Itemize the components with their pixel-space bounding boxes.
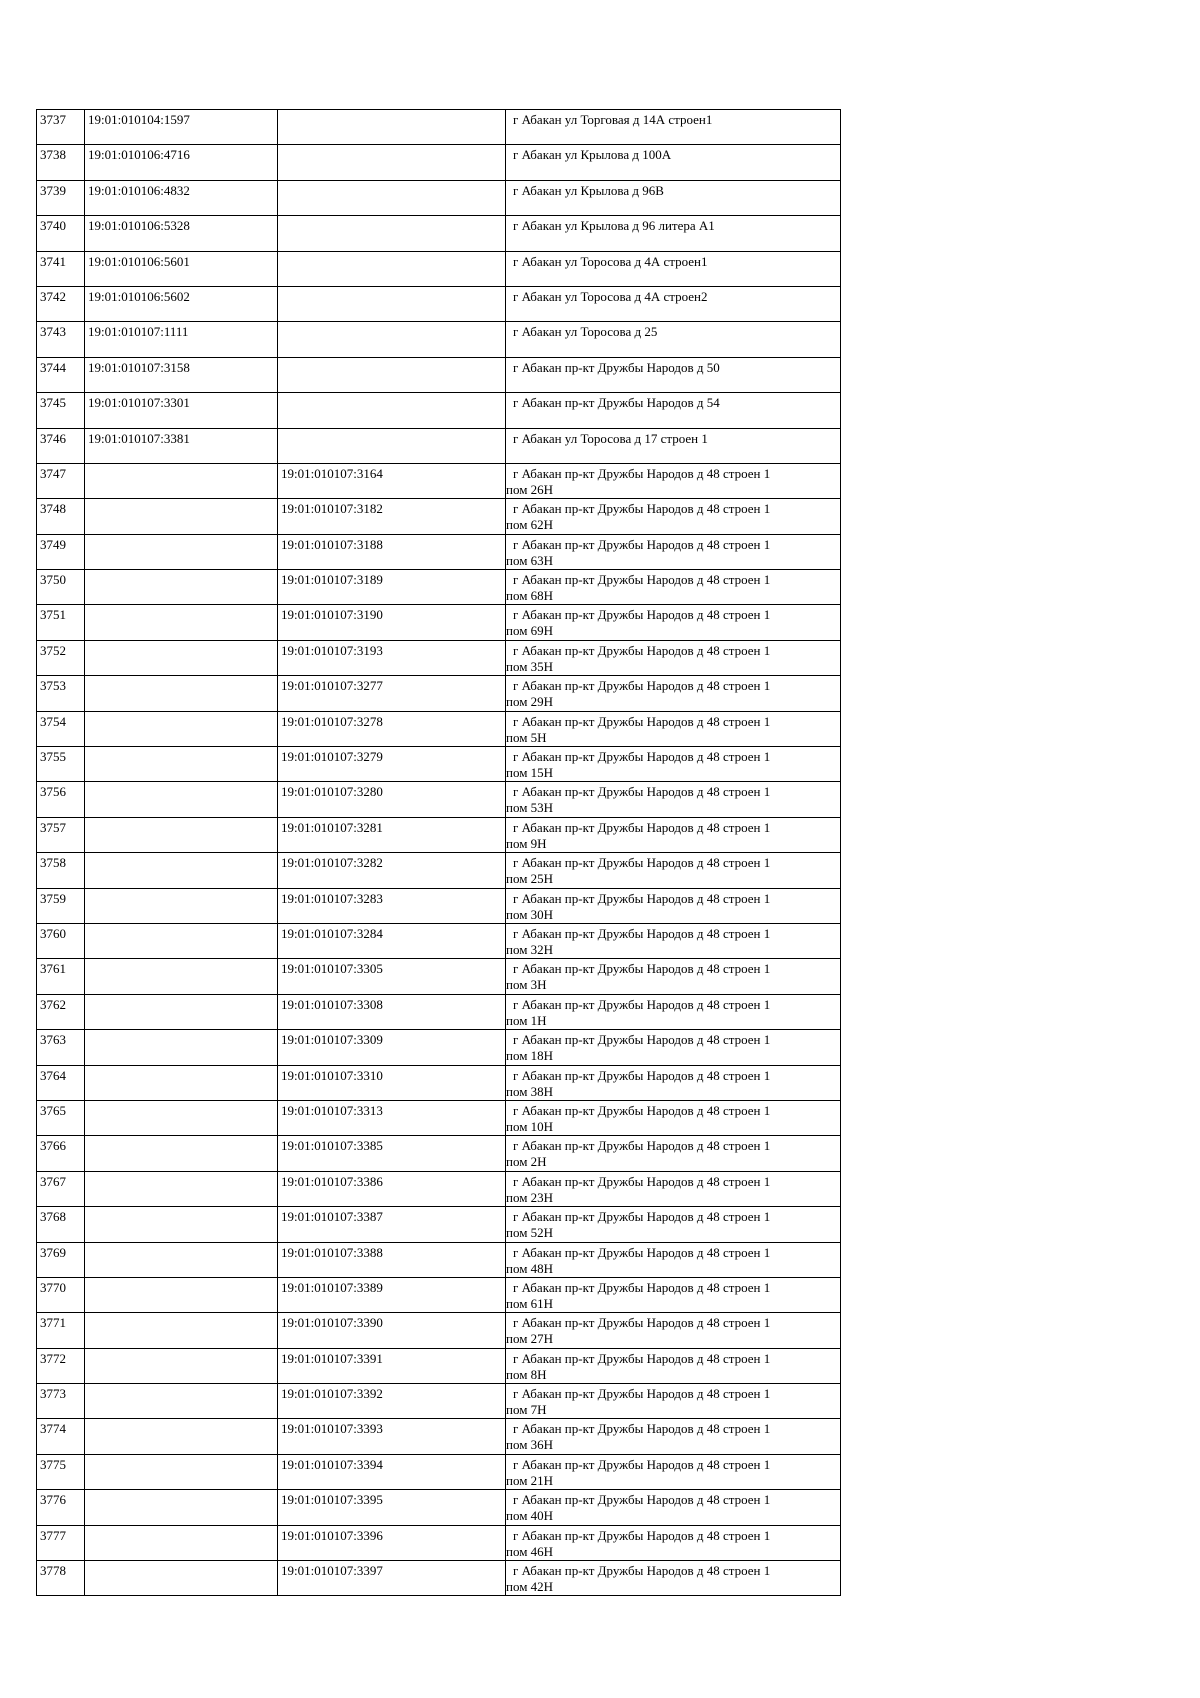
table-row [37, 1277, 841, 1312]
cadastral-number-cell [85, 1242, 278, 1277]
address-cell [506, 393, 841, 428]
address-line: г Абакан пр-кт Дружбы Народов д 48 строен 1 [513, 819, 771, 835]
premises-cadastral-number-cell [278, 180, 506, 215]
address-premises-line: пом 25Н [506, 871, 554, 887]
address-line: г Абакан пр-кт Дружбы Народов д 48 строен 1 [513, 1492, 771, 1508]
premises-cadastral-number-cell [278, 251, 506, 286]
address-premises-line: пом 18Н [506, 1048, 554, 1064]
address-cell [506, 251, 841, 286]
address-line: г Абакан пр-кт Дружбы Народов д 48 строен 1 [513, 1456, 771, 1472]
address-cell [506, 1454, 841, 1489]
row-number-cell: 3754 [37, 711, 85, 746]
address-premises-line: пом 36Н [506, 1437, 554, 1453]
address-line: г Абакан пр-кт Дружбы Народов д 48 строен 1 [513, 1279, 771, 1295]
address-line: г Абакан пр-кт Дружбы Народов д 48 строен 1 [513, 1173, 771, 1189]
address-cell [506, 888, 841, 923]
address-cell [506, 923, 841, 958]
address-cell [506, 1207, 841, 1242]
table-row [37, 1100, 841, 1135]
address-premises-line: пом 40Н [506, 1508, 554, 1524]
premises-cadastral-number-cell: 19:01:010107:3278 [278, 711, 506, 746]
row-number-cell: 3757 [37, 817, 85, 852]
premises-cadastral-number-cell: 19:01:010107:3193 [278, 640, 506, 675]
cadastral-number-cell: 19:01:010106:5601 [85, 251, 278, 286]
premises-cadastral-number-cell: 19:01:010107:3281 [278, 817, 506, 852]
address-line: г Абакан пр-кт Дружбы Народов д 48 строен 1 [513, 784, 771, 800]
address-premises-line: пом 3Н [506, 977, 547, 993]
cadastral-number-cell: 19:01:010107:1111 [85, 322, 278, 357]
address-cell [506, 286, 841, 321]
table-row [37, 322, 841, 357]
table-row [37, 1348, 841, 1383]
table-row [37, 888, 841, 923]
cadastral-number-cell [85, 499, 278, 534]
premises-cadastral-number-cell [278, 322, 506, 357]
table-row [37, 676, 841, 711]
address-line: г Абакан ул Крылова д 100А [513, 147, 672, 163]
premises-cadastral-number-cell: 19:01:010107:3397 [278, 1561, 506, 1596]
table-row [37, 1030, 841, 1065]
cadastral-number-cell [85, 534, 278, 569]
cadastral-number-cell [85, 959, 278, 994]
cadastral-number-cell [85, 1065, 278, 1100]
cadastral-number-cell: 19:01:010106:5602 [85, 286, 278, 321]
address-cell [506, 357, 841, 392]
address-line: г Абакан пр-кт Дружбы Народов д 48 строен 1 [513, 1421, 771, 1437]
address-cell [506, 1561, 841, 1596]
address-cell [506, 959, 841, 994]
row-number-cell: 3741 [37, 251, 85, 286]
table-row [37, 570, 841, 605]
cadastral-number-cell [85, 1419, 278, 1454]
premises-cadastral-number-cell: 19:01:010107:3389 [278, 1277, 506, 1312]
address-cell [506, 322, 841, 357]
cadastral-number-cell [85, 640, 278, 675]
premises-cadastral-number-cell: 19:01:010107:3393 [278, 1419, 506, 1454]
row-number-cell: 3765 [37, 1100, 85, 1135]
premises-cadastral-number-cell: 19:01:010107:3310 [278, 1065, 506, 1100]
row-number-cell: 3756 [37, 782, 85, 817]
table-row [37, 817, 841, 852]
row-number-cell: 3776 [37, 1490, 85, 1525]
premises-cadastral-number-cell: 19:01:010107:3282 [278, 853, 506, 888]
premises-cadastral-number-cell: 19:01:010107:3309 [278, 1030, 506, 1065]
table-row [37, 534, 841, 569]
cadastral-number-cell [85, 923, 278, 958]
cadastral-number-cell [85, 1384, 278, 1419]
table-row [37, 711, 841, 746]
row-number-cell: 3768 [37, 1207, 85, 1242]
premises-cadastral-number-cell: 19:01:010107:3387 [278, 1207, 506, 1242]
premises-cadastral-number-cell: 19:01:010107:3277 [278, 676, 506, 711]
address-cell [506, 1030, 841, 1065]
address-cell [506, 180, 841, 215]
address-cell [506, 605, 841, 640]
table-row [37, 216, 841, 251]
premises-cadastral-number-cell: 19:01:010107:3280 [278, 782, 506, 817]
table-row [37, 1419, 841, 1454]
cadastral-number-cell [85, 782, 278, 817]
table-row [37, 1490, 841, 1525]
premises-cadastral-number-cell: 19:01:010107:3279 [278, 747, 506, 782]
row-number-cell: 3747 [37, 463, 85, 498]
row-number-cell: 3766 [37, 1136, 85, 1171]
cadastral-number-cell [85, 1348, 278, 1383]
premises-cadastral-number-cell: 19:01:010107:3390 [278, 1313, 506, 1348]
row-number-cell: 3773 [37, 1384, 85, 1419]
table-row [37, 463, 841, 498]
address-cell [506, 1171, 841, 1206]
row-number-cell: 3751 [37, 605, 85, 640]
cadastral-number-cell [85, 1100, 278, 1135]
address-premises-line: пом 29Н [506, 694, 554, 710]
premises-cadastral-number-cell [278, 428, 506, 463]
address-premises-line: пом 23Н [506, 1189, 554, 1205]
cadastral-number-cell [85, 605, 278, 640]
cadastral-number-cell [85, 570, 278, 605]
address-premises-line: пом 30Н [506, 906, 554, 922]
address-premises-line: пом 5Н [506, 729, 547, 745]
address-premises-line: пом 27Н [506, 1331, 554, 1347]
table-row [37, 393, 841, 428]
cadastral-number-cell [85, 1030, 278, 1065]
table-row [37, 747, 841, 782]
row-number-cell: 3762 [37, 994, 85, 1029]
address-line: г Абакан ул Торосова д 25 [513, 324, 658, 340]
cadastral-number-cell [85, 817, 278, 852]
cadastral-number-cell: 19:01:010104:1597 [85, 110, 278, 145]
cadastral-number-cell [85, 1171, 278, 1206]
table-row [37, 605, 841, 640]
table-row [37, 1561, 841, 1596]
address-premises-line: пом 8Н [506, 1366, 547, 1382]
address-cell [506, 570, 841, 605]
address-line: г Абакан пр-кт Дружбы Народов д 48 строен 1 [513, 996, 771, 1012]
address-cell [506, 1136, 841, 1171]
premises-cadastral-number-cell [278, 357, 506, 392]
address-cell [506, 1065, 841, 1100]
address-premises-line: пом 32Н [506, 941, 554, 957]
address-line: г Абакан пр-кт Дружбы Народов д 48 строен 1 [513, 607, 771, 623]
address-line: г Абакан ул Торосова д 4А строен2 [513, 288, 708, 304]
row-number-cell: 3755 [37, 747, 85, 782]
table-row [37, 853, 841, 888]
premises-cadastral-number-cell: 19:01:010107:3313 [278, 1100, 506, 1135]
table-row [37, 1171, 841, 1206]
premises-cadastral-number-cell [278, 286, 506, 321]
address-line: г Абакан пр-кт Дружбы Народов д 48 строен 1 [513, 1032, 771, 1048]
row-number-cell: 3775 [37, 1454, 85, 1489]
address-line: г Абакан пр-кт Дружбы Народов д 48 строен 1 [513, 925, 771, 941]
address-line: г Абакан пр-кт Дружбы Народов д 48 строен 1 [513, 749, 771, 765]
row-number-cell: 3752 [37, 640, 85, 675]
address-premises-line: пом 2Н [506, 1154, 547, 1170]
table-row [37, 428, 841, 463]
premises-cadastral-number-cell: 19:01:010107:3396 [278, 1525, 506, 1560]
row-number-cell: 3748 [37, 499, 85, 534]
table-row [37, 640, 841, 675]
address-line: г Абакан пр-кт Дружбы Народов д 48 строен 1 [513, 1350, 771, 1366]
cadastral-number-cell: 19:01:010107:3158 [85, 357, 278, 392]
cadastral-number-cell: 19:01:010107:3381 [85, 428, 278, 463]
cadastral-number-cell [85, 711, 278, 746]
row-number-cell: 3767 [37, 1171, 85, 1206]
address-premises-line: пом 46Н [506, 1543, 554, 1559]
address-line: г Абакан ул Торговая д 14А строен1 [513, 112, 713, 127]
address-line: г Абакан пр-кт Дружбы Народов д 48 строен 1 [513, 536, 771, 552]
table-row [37, 1384, 841, 1419]
premises-cadastral-number-cell: 19:01:010107:3394 [278, 1454, 506, 1489]
address-cell [506, 676, 841, 711]
address-cell [506, 640, 841, 675]
address-line: г Абакан пр-кт Дружбы Народов д 48 строен 1 [513, 642, 771, 658]
premises-cadastral-number-cell: 19:01:010107:3283 [278, 888, 506, 923]
address-line: г Абакан ул Крылова д 96В [513, 182, 664, 198]
address-line: г Абакан пр-кт Дружбы Народов д 48 строен 1 [513, 961, 771, 977]
premises-cadastral-number-cell: 19:01:010107:3391 [278, 1348, 506, 1383]
address-cell [506, 817, 841, 852]
cadastral-number-cell: 19:01:010106:4832 [85, 180, 278, 215]
address-cell [506, 499, 841, 534]
address-line: г Абакан ул Крылова д 96 литера А1 [513, 218, 715, 234]
address-cell [506, 216, 841, 251]
address-cell [506, 1384, 841, 1419]
address-cell [506, 1242, 841, 1277]
premises-cadastral-number-cell: 19:01:010107:3188 [278, 534, 506, 569]
premises-cadastral-number-cell: 19:01:010107:3189 [278, 570, 506, 605]
address-line: г Абакан пр-кт Дружбы Народов д 48 строен 1 [513, 678, 771, 694]
cadastral-number-cell [85, 994, 278, 1029]
address-cell [506, 1100, 841, 1135]
row-number-cell: 3740 [37, 216, 85, 251]
address-premises-line: пом 1Н [506, 1012, 547, 1028]
address-premises-line: пом 53Н [506, 800, 554, 816]
row-number-cell: 3770 [37, 1277, 85, 1312]
address-cell [506, 1348, 841, 1383]
address-premises-line: пом 52Н [506, 1225, 554, 1241]
address-cell [506, 1419, 841, 1454]
row-number-cell: 3777 [37, 1525, 85, 1560]
registry-table-body [37, 110, 841, 1596]
address-line: г Абакан пр-кт Дружбы Народов д 54 [513, 395, 720, 411]
cadastral-number-cell: 19:01:010106:5328 [85, 216, 278, 251]
address-line: г Абакан пр-кт Дружбы Народов д 48 строен 1 [513, 1138, 771, 1154]
table-row [37, 1525, 841, 1560]
address-cell [506, 747, 841, 782]
premises-cadastral-number-cell [278, 216, 506, 251]
premises-cadastral-number-cell: 19:01:010107:3386 [278, 1171, 506, 1206]
cadastral-number-cell [85, 1525, 278, 1560]
row-number-cell: 3750 [37, 570, 85, 605]
table-row [37, 357, 841, 392]
row-number-cell: 3739 [37, 180, 85, 215]
table-row [37, 1242, 841, 1277]
row-number-cell: 3746 [37, 428, 85, 463]
address-cell [506, 853, 841, 888]
address-cell [506, 711, 841, 746]
table-row [37, 1065, 841, 1100]
address-premises-line: пом 61Н [506, 1295, 554, 1311]
cadastral-number-cell [85, 463, 278, 498]
row-number-cell: 3774 [37, 1419, 85, 1454]
row-number-cell: 3758 [37, 853, 85, 888]
row-number-cell: 3745 [37, 393, 85, 428]
address-line: г Абакан пр-кт Дружбы Народов д 48 строен 1 [513, 465, 771, 481]
table-row [37, 110, 841, 145]
table-row [37, 145, 841, 180]
cadastral-number-cell [85, 1313, 278, 1348]
row-number-cell: 3778 [37, 1561, 85, 1596]
table-row [37, 286, 841, 321]
address-premises-line: пом 42Н [506, 1579, 554, 1595]
table-row [37, 1136, 841, 1171]
address-line: г Абакан пр-кт Дружбы Народов д 48 строен 1 [513, 1563, 771, 1579]
address-cell [506, 145, 841, 180]
table-row [37, 1313, 841, 1348]
premises-cadastral-number-cell: 19:01:010107:3305 [278, 959, 506, 994]
address-premises-line: пом 15Н [506, 765, 554, 781]
address-line: г Абакан пр-кт Дружбы Народов д 48 строен 1 [513, 1527, 771, 1543]
address-line: г Абакан пр-кт Дружбы Народов д 48 строен 1 [513, 1102, 771, 1118]
address-line: г Абакан пр-кт Дружбы Народов д 48 строен 1 [513, 1067, 771, 1083]
address-cell [506, 110, 841, 145]
premises-cadastral-number-cell [278, 393, 506, 428]
address-cell [506, 1313, 841, 1348]
address-premises-line: пом 35Н [506, 658, 554, 674]
table-row [37, 180, 841, 215]
premises-cadastral-number-cell: 19:01:010107:3190 [278, 605, 506, 640]
premises-cadastral-number-cell: 19:01:010107:3395 [278, 1490, 506, 1525]
address-premises-line: пом 38Н [506, 1083, 554, 1099]
premises-cadastral-number-cell [278, 110, 506, 145]
address-line: г Абакан пр-кт Дружбы Народов д 48 строен 1 [513, 1386, 771, 1402]
address-premises-line: пом 68Н [506, 588, 554, 604]
premises-cadastral-number-cell: 19:01:010107:3392 [278, 1384, 506, 1419]
row-number-cell: 3761 [37, 959, 85, 994]
address-line: г Абакан пр-кт Дружбы Народов д 48 строен 1 [513, 572, 771, 588]
table-row [37, 959, 841, 994]
row-number-cell: 3759 [37, 888, 85, 923]
address-cell [506, 1277, 841, 1312]
address-line: г Абакан пр-кт Дружбы Народов д 48 строен 1 [513, 890, 771, 906]
row-number-cell: 3744 [37, 357, 85, 392]
cadastral-number-cell [85, 1136, 278, 1171]
address-premises-line: пом 62Н [506, 517, 554, 533]
cadastral-number-cell: 19:01:010106:4716 [85, 145, 278, 180]
address-premises-line: пом 63Н [506, 552, 554, 568]
premises-cadastral-number-cell: 19:01:010107:3385 [278, 1136, 506, 1171]
address-line: г Абакан ул Торосова д 4А строен1 [513, 253, 708, 269]
cadastral-number-cell [85, 1561, 278, 1596]
row-number-cell: 3771 [37, 1313, 85, 1348]
row-number-cell: 3760 [37, 923, 85, 958]
address-premises-line: пом 48Н [506, 1260, 554, 1276]
row-number-cell: 3763 [37, 1030, 85, 1065]
cadastral-number-cell [85, 676, 278, 711]
cadastral-number-cell [85, 1490, 278, 1525]
row-number-cell: 3769 [37, 1242, 85, 1277]
table-row [37, 923, 841, 958]
address-premises-line: пом 69Н [506, 623, 554, 639]
address-line: г Абакан пр-кт Дружбы Народов д 48 строен 1 [513, 501, 771, 517]
row-number-cell: 3749 [37, 534, 85, 569]
premises-cadastral-number-cell: 19:01:010107:3164 [278, 463, 506, 498]
table-row [37, 251, 841, 286]
row-number-cell: 3743 [37, 322, 85, 357]
cadastral-number-cell [85, 1207, 278, 1242]
address-premises-line: пом 10Н [506, 1118, 554, 1134]
row-number-cell: 3772 [37, 1348, 85, 1383]
premises-cadastral-number-cell [278, 145, 506, 180]
address-premises-line: пом 9Н [506, 835, 547, 851]
table-row [37, 1454, 841, 1489]
address-cell [506, 463, 841, 498]
address-line: г Абакан пр-кт Дружбы Народов д 48 строен 1 [513, 713, 771, 729]
address-cell [506, 994, 841, 1029]
row-number-cell: 3738 [37, 145, 85, 180]
row-number-cell: 3764 [37, 1065, 85, 1100]
table-row [37, 1207, 841, 1242]
address-line: г Абакан пр-кт Дружбы Народов д 48 строен 1 [513, 1244, 771, 1260]
row-number-cell: 3737 [37, 110, 85, 145]
address-premises-line: пом 7Н [506, 1402, 547, 1418]
address-line: г Абакан ул Торосова д 17 строен 1 [513, 430, 708, 446]
cadastral-number-cell [85, 747, 278, 782]
premises-cadastral-number-cell: 19:01:010107:3182 [278, 499, 506, 534]
cadastral-number-cell: 19:01:010107:3301 [85, 393, 278, 428]
cadastral-number-cell [85, 1454, 278, 1489]
cadastral-number-cell [85, 853, 278, 888]
address-premises-line: пом 21Н [506, 1472, 554, 1488]
row-number-cell: 3753 [37, 676, 85, 711]
address-line: г Абакан пр-кт Дружбы Народов д 50 [513, 359, 720, 375]
address-cell [506, 1525, 841, 1560]
address-line: г Абакан пр-кт Дружбы Народов д 48 строен 1 [513, 1315, 771, 1331]
address-cell [506, 428, 841, 463]
table-row [37, 782, 841, 817]
premises-cadastral-number-cell: 19:01:010107:3388 [278, 1242, 506, 1277]
premises-cadastral-number-cell: 19:01:010107:3308 [278, 994, 506, 1029]
address-cell [506, 782, 841, 817]
address-cell [506, 1490, 841, 1525]
row-number-cell: 3742 [37, 286, 85, 321]
address-premises-line: пом 26Н [506, 481, 554, 497]
cadastral-number-cell [85, 888, 278, 923]
premises-cadastral-number-cell: 19:01:010107:3284 [278, 923, 506, 958]
table-row [37, 499, 841, 534]
cadastral-number-cell [85, 1277, 278, 1312]
address-line: г Абакан пр-кт Дружбы Народов д 48 строен 1 [513, 1209, 771, 1225]
address-cell [506, 534, 841, 569]
registry-table [36, 109, 841, 1596]
address-line: г Абакан пр-кт Дружбы Народов д 48 строен 1 [513, 855, 771, 871]
table-row [37, 994, 841, 1029]
